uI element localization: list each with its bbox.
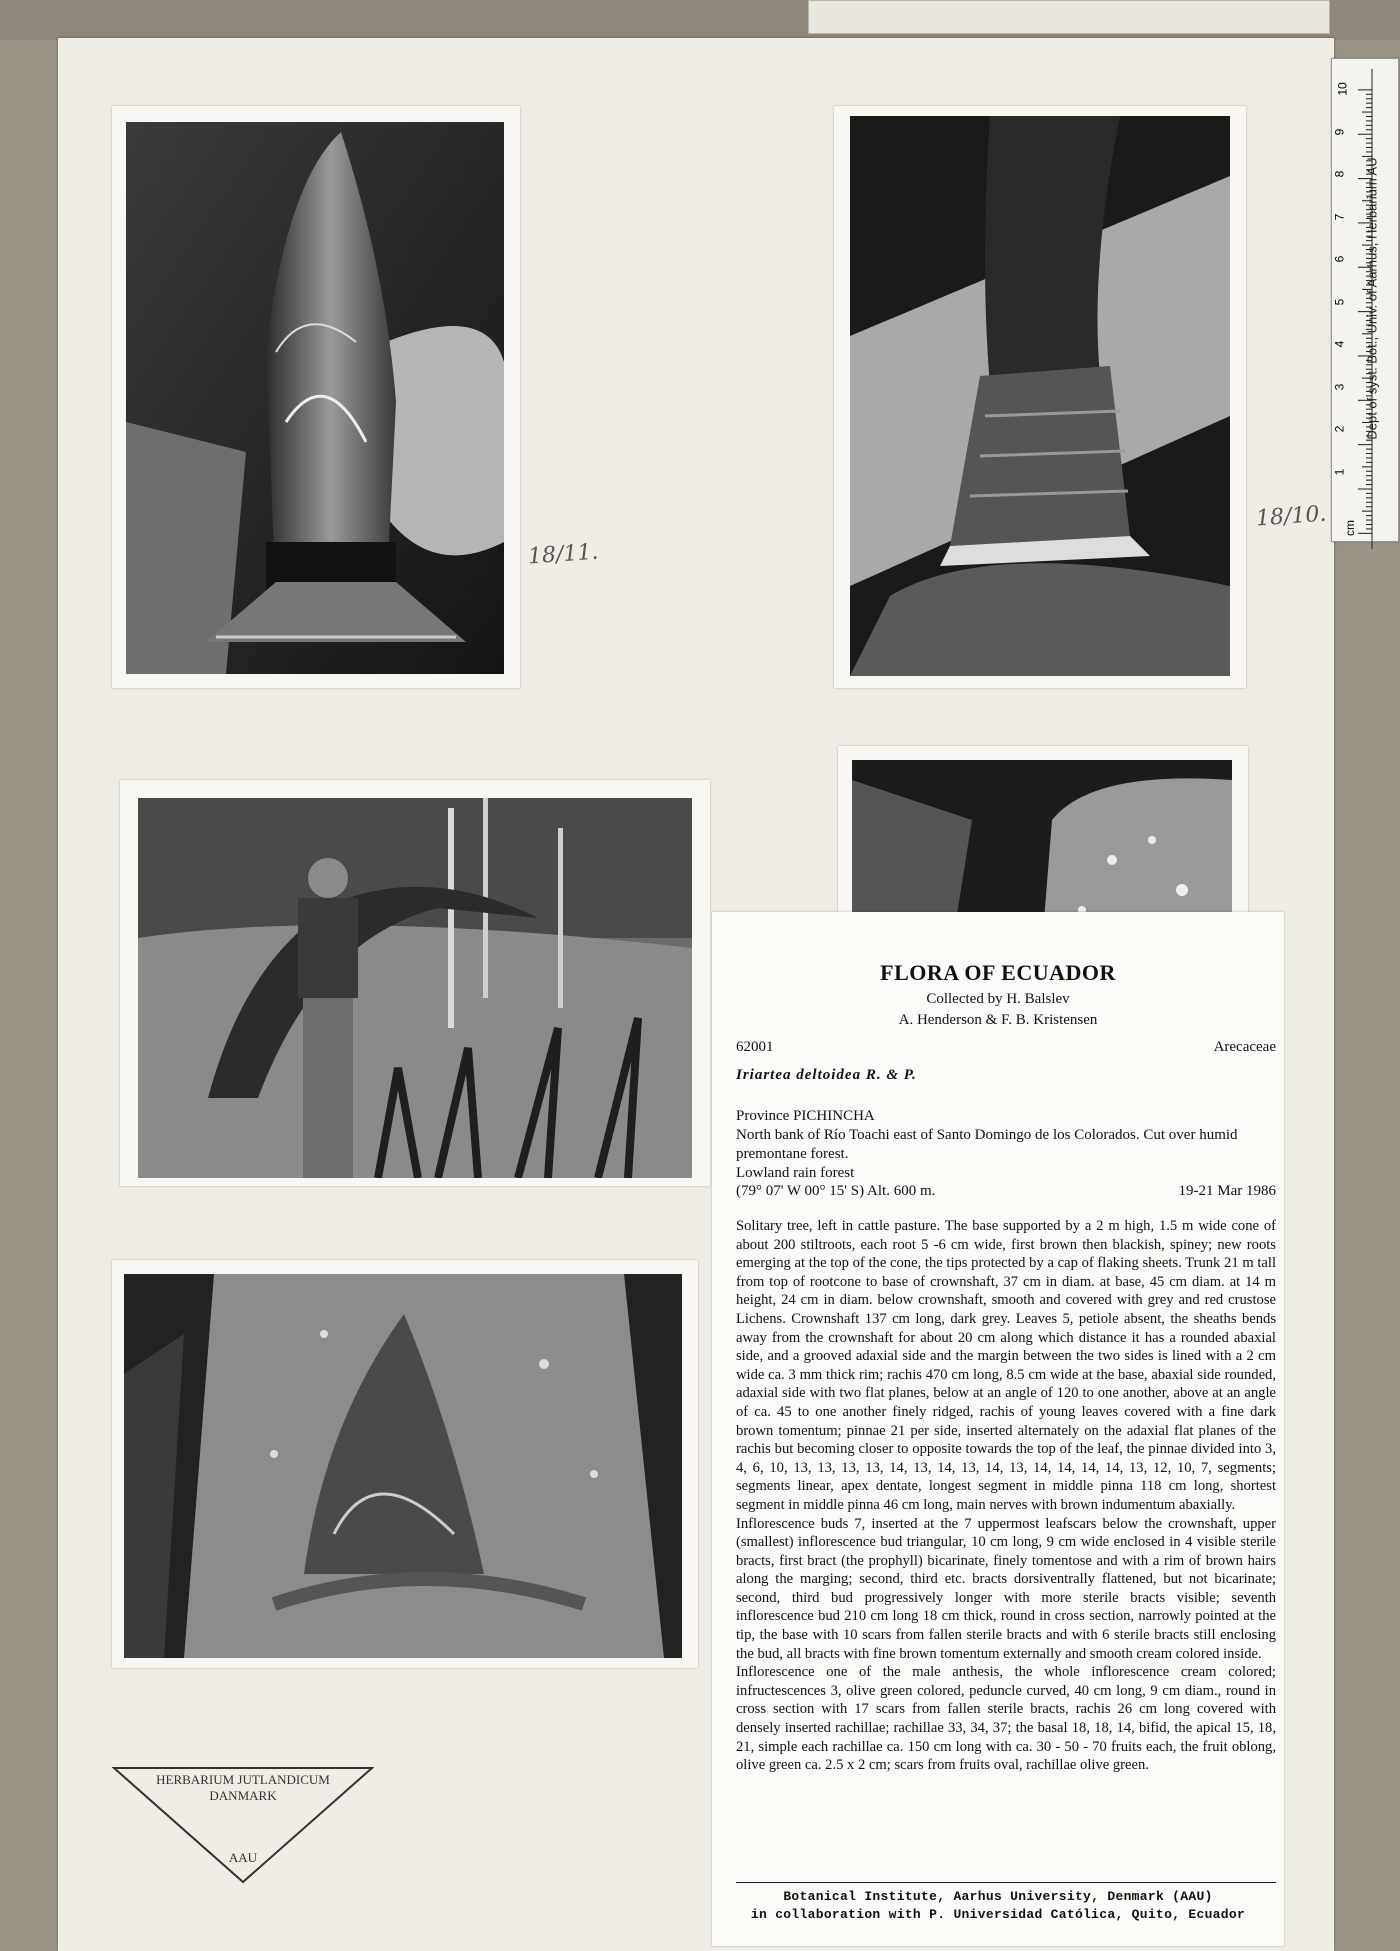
photo-mount-1 bbox=[112, 106, 520, 688]
photo-stilt-root-cone bbox=[850, 116, 1230, 676]
ruler-institution-text: Dept of syst. Bot., Univ. of Aarhus, Herbarium AU bbox=[1364, 157, 1380, 440]
ruler-number: 6 bbox=[1332, 255, 1347, 263]
stamp-line-3: AAU bbox=[228, 1850, 258, 1865]
label-habitat: Lowland rain forest bbox=[736, 1165, 855, 1181]
ruler-unit: cm bbox=[1343, 520, 1357, 536]
label-collectors: A. Henderson & F. B. Kristensen bbox=[898, 1012, 1098, 1028]
label-species: Iriartea deltoidea R. & P. bbox=[736, 1067, 917, 1083]
background-paper-strip bbox=[808, 0, 1330, 34]
specimen-label bbox=[712, 912, 1284, 1946]
photo-inflorescence-bud bbox=[126, 122, 504, 674]
description-paragraph: Solitary tree, left in cattle pasture. The base supported by a 2 m high, 1.5 m wide cone of about 200 stiltroots, each root 5 -6 cm wide, first brown then blackish, spiney; new roots emerging at the top of the cone, the tips protected by a cap of flaking sheets. Trunk 21 m tall from top of rootcone to base of crownshaft, 37 cm in diam. at base, 45 cm diam. at 14 m height, 24 cm in diam. below crownshaft, smooth and covered with grey and red crustose Lichens. Crownshaft 137 cm long, dark grey. Leaves 5, petiole absent, the sheaths bends away from the crownshaft for about 20 cm along which distance it has a rounded abaxial side, and a grooved adaxial side and the margin between the two sides is lined with a 2 cm wide ca. 3 mm thick rim; rachis 470 cm long, 8.5 cm wide at the base, abaxial side rounded, adaxial side with two flat planes, below at an angle of 120 to one another, above at an angle of ca. 45 to one another finely ridged, rachis of young leaves covered with a fine dark brown tomentum; pinnae 21 per side, inserted alternately on the adaxial flat planes of the rachis but becoming closer to opposite towards the top of the leaf, the pinnae divided into 3, 4, 6, 10, 13, 13, 13, 13, 14, 13, 14, 13, 14, 13, 14, 14, 14, 14, 13, 12, 10, 7, segments; segments linear, apex dentate, longest segment in middle pinna 118 cm long, shortest segment in middle pinna 46 cm long, main nerves with brown indumentum abaxially. bbox=[736, 1218, 1276, 1513]
description-paragraph: Inflorescence buds 7, inserted at the 7 uppermost leafscars below the crownshaft, upper (smallest) inflorescence bud triangular, 10 cm long, 9 cm wide enclosed in 4 visible sterile bracts, first bract (the prophyll) bicarinate, finely tomentose and with a rim of brown hairs along the marging; second, third etc. bracts dorsiventrally flattened, but not bicarinate; second, third bud progressively longer with more sterile bracts visible; seventh inflorescence bud 210 cm long 18 cm thick, round in cross section, narrowly pointed at the tip, the base with 10 scars from fallen sterile bracts and with 6 sterile bracts still enclosing the bud, all bracts with fine brown tomentum externally and smooth cream colored inside. bbox=[736, 1515, 1276, 1662]
ruler-number: 10 bbox=[1335, 82, 1350, 96]
label-locality: North bank of Río Toachi east of Santo Domingo de los Colorados. Cut over humid premontane forest. bbox=[736, 1127, 1238, 1162]
label-collected-by: Collected by H. Balslev bbox=[926, 991, 1070, 1007]
ruler-number: 8 bbox=[1332, 170, 1347, 178]
herbarium-stamp bbox=[112, 1766, 374, 1884]
label-province: Province PICHINCHA bbox=[736, 1108, 875, 1124]
ruler-number: 1 bbox=[1332, 468, 1347, 475]
label-description bbox=[736, 1217, 1276, 1775]
photo-bud-on-crownshaft bbox=[124, 1274, 682, 1658]
photo-mount-5 bbox=[112, 1260, 698, 1668]
label-footer-institution: Botanical Institute, Aarhus University, Denmark (AAU) bbox=[783, 1889, 1213, 1904]
handwritten-note-1: 18/11. bbox=[527, 539, 600, 570]
scale-ruler bbox=[1331, 58, 1399, 542]
label-date: 19-21 Mar 1986 bbox=[1178, 1183, 1276, 1199]
ruler-number: 4 bbox=[1332, 340, 1347, 348]
ruler-number: 5 bbox=[1332, 298, 1347, 305]
photo-mount-3 bbox=[120, 780, 710, 1186]
stamp-line-1: HERBARIUM JUTLANDICUM bbox=[156, 1772, 330, 1787]
label-collection-number: 62001 bbox=[736, 1039, 774, 1055]
label-title: FLORA OF ECUADOR bbox=[880, 960, 1116, 985]
handwritten-note-2: 18/10. bbox=[1255, 501, 1328, 532]
label-footer-collaboration: in collaboration with P. Universidad Católica, Quito, Ecuador bbox=[750, 1907, 1246, 1922]
description-paragraph: Inflorescence one of the male anthesis, the whole inflorescence cream colored; infructescences 3, olive green colored, peduncle curved, 40 cm long, 9 cm diam., round in cross section with 17 scars from fallen sterile bracts, rachis 26 cm long covered with densely inserted rachillae; rachillae 33, 34, 37; the basal 18, 18, 14, bifid, the apical 15, 18, 21, simple each rachillae ca. 150 cm long with ca. 30 - 50 - 70 fruits each, the fruit oblong, olive green ca. 2.5 x 2 cm; scars from fruits oval, rachillae olive green. bbox=[736, 1664, 1276, 1774]
photo-collector-holding-inflorescence bbox=[138, 798, 692, 1178]
stamp-line-2: DANMARK bbox=[209, 1788, 277, 1803]
label-footer-rule bbox=[736, 1882, 1276, 1883]
photo-mount-2 bbox=[834, 106, 1246, 688]
label-family: Arecaceae bbox=[1213, 1039, 1276, 1055]
ruler-number: 7 bbox=[1332, 213, 1347, 220]
label-coordinates: (79° 07' W 00° 15' S) Alt. 600 m. bbox=[736, 1183, 936, 1199]
ruler-number: 2 bbox=[1332, 425, 1347, 433]
ruler-number: 3 bbox=[1332, 383, 1347, 390]
ruler-number: 9 bbox=[1332, 128, 1347, 135]
